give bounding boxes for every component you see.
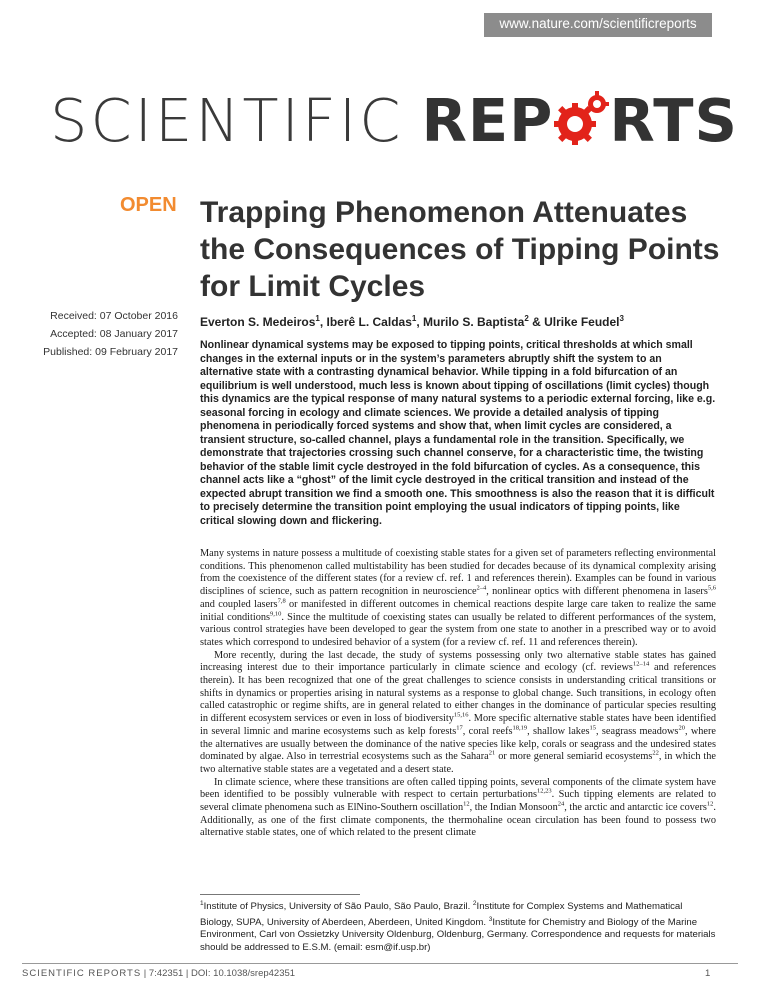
gear-logo-icon [553, 90, 609, 150]
body-paragraph: More recently, during the last decade, the study of systems possessing only two alternative stable states has gained increasing interest due to their importance particularly in climate science and ecology (cf. reviews$^{12-14}$ and references therein). It has been recognized that one of the great challenges to science consists in understanding critical transitions or shifts in dynamics or properties arising in natural systems as a response to global change. Such transitions, in ecology often called catastrophic or regime shifts, are in general related to either changes in the dominance of particular species resulting in different ecosystem services or even in loss of biodiversity$^{15,16}$. More specific alternative stable states have been identified in several limnic and marine ecosystems such as kelp forests$^{17}$, coral reefs$^{18,19}$, shallow lakes$^{15}$, seagrass meadows$^{20}$, where the alternatives are usually between the dominance of the native species like kelp, corals or seagrass and the undesired states dominated by algae. Also in terrestrial ecosystems such as the Sahara$^{21}$ or more general semiarid ecosystems$^{22}$, in which the two alternative stable states are a vegetated and a desert state. [200, 649, 716, 775]
masthead-word-rep: REP [421, 86, 554, 155]
received-date: Received: 07 October 2016 [50, 310, 178, 322]
body-paragraph: Many systems in nature possess a multitude of coexisting stable states for a given set of parameters reflecting environmental conditions. This phenomenon called multistability has been studied for decades because of its dynamical complexity arising from the coexistence of the different states (for a review cf. ref. 1 and references therein). Examples can be found in various disciplines of science, such as pattern recognition in neuroscience$^{2-4}$, nonlinear optics with different phenomena in lasers$^{5,6}$ and coupled lasers$^{7,8}$ or manifested in different outcomes in chemical reactions despite large care taken to realize the same initial conditions$^{9,10}$. Since the multitude of coexisting states can usually be related to different performances of the system, various control strategies have been developed to gear the system from one state to another in a prescribed way or to avoid states which correspond to undesired behavior of a system (for a review cf. ref. 11 and references therein). [200, 548, 717, 648]
footnote-rule [200, 894, 360, 895]
masthead-word-scientific: SCIENTIFIC [50, 86, 404, 155]
journal-url-tab[interactable]: www.nature.com/scientificreports [484, 13, 712, 35]
author-affiliation: 3 [619, 314, 624, 323]
citation-ref[interactable]: 2–4 [476, 584, 487, 592]
citation-ref[interactable]: 15,16 [453, 711, 469, 719]
footer-citation [22, 968, 295, 979]
citation-ref[interactable]: 9,10 [270, 610, 282, 618]
citation-ref[interactable]: 7,8 [277, 597, 286, 605]
page-number: 1 [705, 968, 711, 979]
citation-ref[interactable]: 12–14 [632, 660, 650, 668]
header-rule [484, 35, 712, 37]
journal-masthead [50, 80, 738, 155]
citation-ref[interactable]: 12,23 [536, 787, 552, 795]
abstract: Nonlinear dynamical systems may be exposed to tipping points, critical thresholds at which small changes in the external inputs or in the system’s parameters abruptly shift the system to an alternative state with a contrasting dynamical behavior. While tipping in a fold bifurcation of an equilibrium is well understood, much less is known about tipping of oscillations (limit cycles) though this dynamics are the typical response of many natural systems to a periodic external forcing, like e.g. seasonal forcing in ecology and climate sciences. We provide a detailed analysis of tipping phenomena in periodically forced systems and show that, when limit cycles are considered, a transient structure, so-called channel, plays a fundamental role in the transition. Specifically, we demonstrate that trajectories crossing such channel conserve, for a characteristic time, the twisting behavior of the stable limit cycle destroyed in the fold bifurcation of cycles. As a consequence, this channel acts like a “ghost” of the limit cycle destroyed in the critical transition and instead of the expected abrupt transition we find a smooth one. This smoothness is also the reason that it is difficult to precisely determine the transition point employing the usual indicators of tipping points, like critical slowing down and flickering. [200, 339, 716, 527]
body-paragraph: In climate science, where these transitions are often called tipping points, several components of the climate system have been identified to be possibly vulnerable with respect to certain perturbations$^{12,23}$. Such tipping elements are related to several climate phenomena such as ElNino-Southern oscillation$^{12}$, the Indian Monsoon$^{24}$, the arctic and antarctic ice covers$^{12}$. Additionally, as one of the first climate components, the thermohaline ocean circulation has been found to possess two alternative stable states, one of which related to the present climate [200, 776, 716, 839]
footer-journal-name: SCIENTIFIC REPORTS [22, 968, 142, 979]
citation-ref[interactable]: 22 [652, 749, 659, 757]
author-name[interactable]: Murilo S. Baptista [423, 315, 525, 329]
article-title: Trapping Phenomenon Attenuates the Consequences of Tipping Points for Limit Cycles [200, 196, 720, 303]
author-list: Everton S. Medeiros$^1$, Iberê L. Caldas$^1$, Murilo S. Baptista$^2$ & Ulrike Feudel$^3$ [200, 314, 624, 329]
author-affiliation: 1 [411, 314, 417, 323]
published-date: Published: 09 February 2017 [43, 346, 178, 358]
citation-ref[interactable]: 5,6 [707, 584, 716, 592]
author-affiliation: 1 [315, 314, 320, 323]
citation-ref[interactable]: 12 [706, 800, 714, 808]
citation-ref[interactable]: 24 [557, 800, 565, 808]
affiliations-footnote: $^1$Institute of Physics, University of São Paulo, São Paulo, Brazil. $^2$Institute for Complex Systems and Mathematical Biology, SUPA, University of Aberdeen, Aberdeen, United Kingdom. $^3$Institute for Chemistry and Biology of the Marine Environment, Carl von Ossietzky University Oldenburg, Oldenburg, Germany. Correspondence and requests for materials should be addressed to E.S.M. (email: esm@if.usp.br) [200, 900, 716, 953]
author-name[interactable]: Everton S. Medeiros [200, 315, 316, 329]
citation-ref[interactable]: 15 [589, 724, 597, 732]
author-name[interactable]: Ulrike Feudel [544, 315, 620, 329]
footer-rule [22, 963, 738, 964]
footer-doi[interactable]: | 7:42351 | DOI: 10.1038/srep42351 [141, 968, 296, 979]
citation-ref[interactable]: 17 [456, 724, 463, 732]
author-affiliation: 2 [524, 314, 529, 323]
citation-ref[interactable]: 18,19 [512, 724, 528, 732]
masthead-word-rts: RTS [609, 86, 738, 155]
accepted-date: Accepted: 08 January 2017 [50, 328, 178, 340]
author-name[interactable]: Iberê L. Caldas [326, 315, 412, 329]
citation-ref[interactable]: 21 [488, 749, 496, 757]
citation-ref[interactable]: 12 [463, 800, 470, 808]
body-text [200, 548, 716, 840]
open-access-label: OPEN [120, 194, 177, 216]
citation-ref[interactable]: 20 [678, 724, 685, 732]
